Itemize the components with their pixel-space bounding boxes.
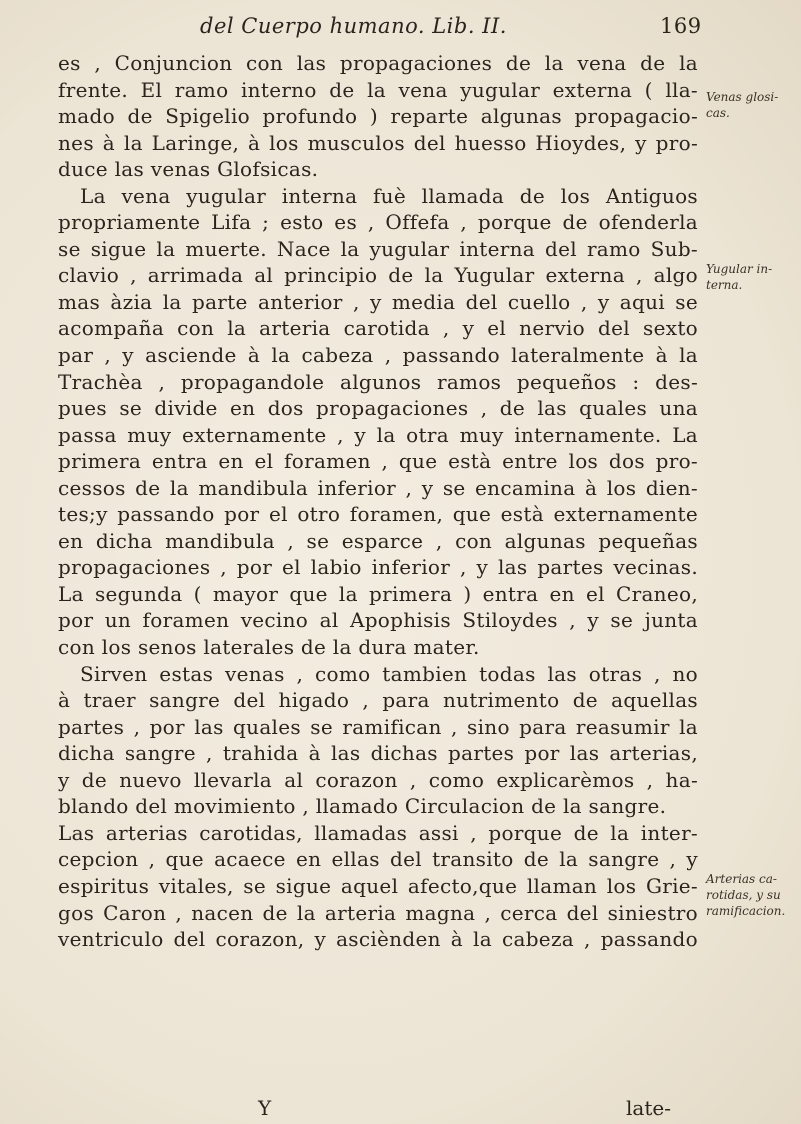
text-line: cessos de la mandibula inferior , y se encamina à los dien- (58, 475, 698, 500)
text-line: espiritus vitales, se sigue aquel afecto,que llaman los Grie- (58, 873, 698, 898)
text-line: por un foramen vecino al Apophisis Stiloydes , y se junta (58, 608, 698, 633)
margin-note: cas. (706, 106, 730, 120)
text-line: Sirven estas venas , como tambien todas las otras , no (80, 661, 698, 686)
text-line: à traer sangre del higado , para nutrimento de aquellas (58, 688, 698, 713)
text-line: par , y asciende à la cabeza , passando lateralmente à la (58, 343, 698, 368)
text-line: primera entra en el foramen , que està entre los dos pro- (58, 449, 698, 474)
text-line: propagaciones , por el labio inferior , y las partes vecinas. (58, 555, 698, 580)
text-line: passa muy externamente , y la otra muy internamente. La (58, 422, 698, 447)
running-header (200, 14, 702, 38)
text-line: pues se divide en dos propagaciones , de las quales una (58, 396, 698, 421)
text-line: clavio , arrimada al principio de la Yugular externa , algo (58, 263, 698, 288)
margin-note: Yugular in- (706, 262, 773, 276)
text-line: mado de Spigelio profundo ) reparte algunas propagacio- (58, 104, 698, 129)
main-text (58, 50, 698, 953)
text-line: La vena yugular interna fuè llamada de los Antiguos (80, 183, 698, 208)
running-title: del Cuerpo humano. Lib. II. (200, 14, 507, 38)
text-line: nes à la Laringe, à los musculos del huesso Hioydes, y pro- (58, 130, 698, 155)
text-line: Las arterias carotidas, llamadas assi , porque de la inter- (58, 820, 698, 845)
text-line: con los senos laterales de la dura mater. (58, 635, 480, 660)
page-footer (0, 1096, 801, 1122)
text-line: blando del movimiento , llamado Circulacion de la sangre. (58, 794, 667, 819)
page-number: 169 (660, 14, 702, 38)
margin-note: Venas glosi- (706, 90, 779, 104)
margin-note: rotidas, y su (706, 888, 781, 902)
text-line: y de nuevo llevarla al corazon , como explicarèmos , ha- (58, 767, 698, 792)
margin-note: Arterias ca- (706, 872, 777, 886)
signature-mark: Y (258, 1096, 272, 1120)
margin-note: ramificacion. (706, 904, 786, 918)
text-line: se sigue la muerte. Nace la yugular interna del ramo Sub- (58, 236, 698, 261)
text-line: en dicha mandibula , se esparce , con algunas pequeñas (58, 528, 698, 553)
text-line: cepcion , que acaece en ellas del transito de la sangre , y (58, 847, 698, 872)
text-line: frente. El ramo interno de la vena yugular externa ( lla- (58, 77, 698, 102)
text-line: ventriculo del corazon, y asciènden à la cabeza , passando (58, 927, 698, 952)
text-line: La segunda ( mayor que la primera ) entra en el Craneo, (58, 581, 698, 606)
catchword: late- (626, 1096, 671, 1120)
text-line: partes , por las quales se ramifican , sino para reasumir la (58, 714, 698, 739)
text-line: gos Caron , nacen de la arteria magna , cerca del siniestro (58, 900, 698, 925)
text-line: Trachèa , propagandole algunos ramos pequeños : des- (58, 369, 698, 394)
text-line: dicha sangre , trahida à las dichas partes por las arterias, (58, 741, 698, 766)
text-line: duce las venas Glofsicas. (58, 157, 319, 182)
text-line: acompaña con la arteria carotida , y el nervio del sexto (58, 316, 698, 341)
text-line: tes;y passando por el otro foramen, que està externamente (58, 502, 698, 527)
margin-note: terna. (706, 278, 743, 292)
text-line: mas àzia la parte anterior , y media del cuello , y aqui se (58, 289, 698, 314)
text-line: es , Conjuncion con las propagaciones de la vena de la (58, 51, 698, 75)
text-line: propriamente Lifa ; esto es , Offefa , porque de ofenderla (58, 210, 698, 235)
